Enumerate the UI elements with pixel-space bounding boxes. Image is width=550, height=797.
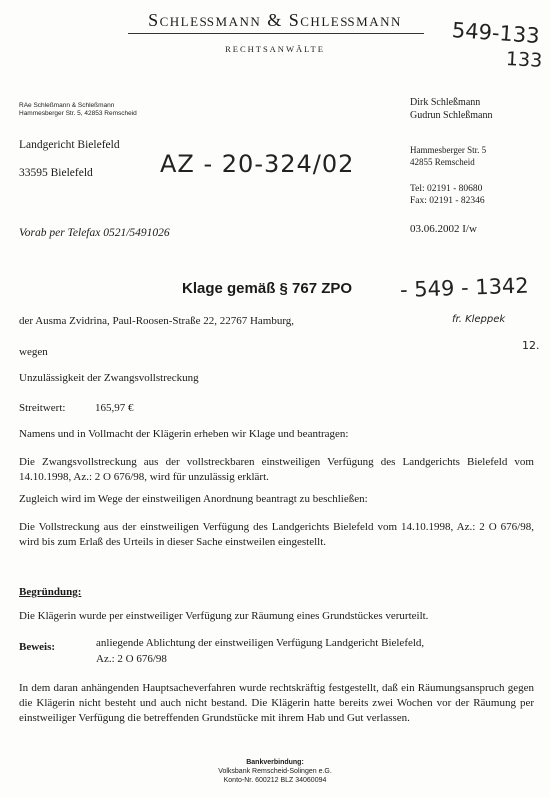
handwritten-note-name: fr. Kleppek [452,314,506,325]
beweis-line-2: Az.: 2 O 676/98 [96,653,167,665]
party-line: der Ausma Zvidrina, Paul-Roosen-Straße 22, 22767 Hamburg, [19,315,295,327]
fax-note: Vorab per Telefax 0521/5491026 [19,227,170,239]
sender-city: 42855 Remscheid [410,157,475,167]
sender-phone: Tel: 02191 - 80680 [410,184,483,194]
recipient-court: Landgericht Bielefeld [19,139,120,151]
wegen-label: wegen [19,346,48,358]
footer-bank-account: Konto-Nr. 600212 BLZ 34060094 [223,777,327,784]
streitwert-label: Streitwert: [19,402,66,414]
intro-line: Namens und in Vollmacht der Klägerin erheben wir Klage und beantragen: [19,428,349,440]
sender-line-1: RAe Schleßmann & Schleßmann [19,102,115,109]
handwritten-reference-top-2: 133 [505,48,543,72]
handwritten-reference-top: 549-133 [451,18,541,49]
streitwert-value: 165,97 € [95,402,134,414]
firm-profession: RECHTSANWÄLTE [225,44,325,54]
handwritten-file-number: - 549 - 1342 [399,273,530,302]
letter-date: 03.06.2002 I/w [410,223,477,235]
zugleich-line: Zugleich wird im Wege der einstweiligen Anordnung beantragt zu beschließen: [19,493,368,505]
firm-name-rule [128,33,424,34]
sender-fax: Fax: 02191 - 82346 [410,196,485,206]
handwritten-note-number: 12. [522,339,540,352]
sender-name-2: Gudrun Schleßmann [410,110,493,121]
subject-line: Unzulässigkeit der Zwangsvollstreckung [19,372,199,384]
begruendung-heading: Begründung: [19,586,82,598]
begruendung-line-1: Die Klägerin wurde per einstweiliger Verfügung zur Räumung eines Grundstückes verurteilt. [19,610,429,622]
antrag-2: Die Vollstreckung aus der einstweiligen Verfügung des Landgerichts Bielefeld vom 14.10.1998, Az.: 2 O 676/98, wird bis zum Erlaß des Urteils in dieser Sache einstweilen eingestellt. [19,521,534,548]
beweis-line-1: anliegende Ablichtung der einstweiligen Verfügung Landgericht Bielefeld, [96,637,425,649]
handwritten-az: AZ - 20-324/02 [160,150,355,178]
sender-street: Hammesberger Str. 5 [410,145,487,155]
antrag-1: Die Zwangsvollstreckung aus der vollstreckbaren einstweiligen Verfügung des Landgerichts Bielefeld vom 14.10.1998, Az.: 2 O 676/98, wird für unzulässig erklärt. [19,456,534,483]
beweis-label: Beweis: [19,641,56,653]
recipient-city: 33595 Bielefeld [19,167,93,179]
footer-bank-name: Volksbank Remscheid-Solingen e.G. [218,768,332,775]
firm-name: Schleßmann & Schleßmann [148,10,402,30]
begruendung-paragraph-2: In dem daran anhängenden Hauptsacheverfahren wurde rechtskräftig festgestellt, daß ein Räumungsanspruch gegen die Klägerin nicht besteht und auch nicht bestand. Die Klägerin hatte bereits zwei Wochen vor der Räumung per einstweiliger Verfügung die betreffenden Grundstücke mit ihrem Hab und Gut verlassen. [19,682,534,724]
document-title: Klage gemäß § 767 ZPO [182,280,353,297]
sender-line-2: Hammesberger Str. 5, 42853 Remscheid [19,110,137,117]
sender-name-1: Dirk Schleßmann [410,97,481,108]
footer-bank-label: Bankverbindung: [246,759,304,766]
